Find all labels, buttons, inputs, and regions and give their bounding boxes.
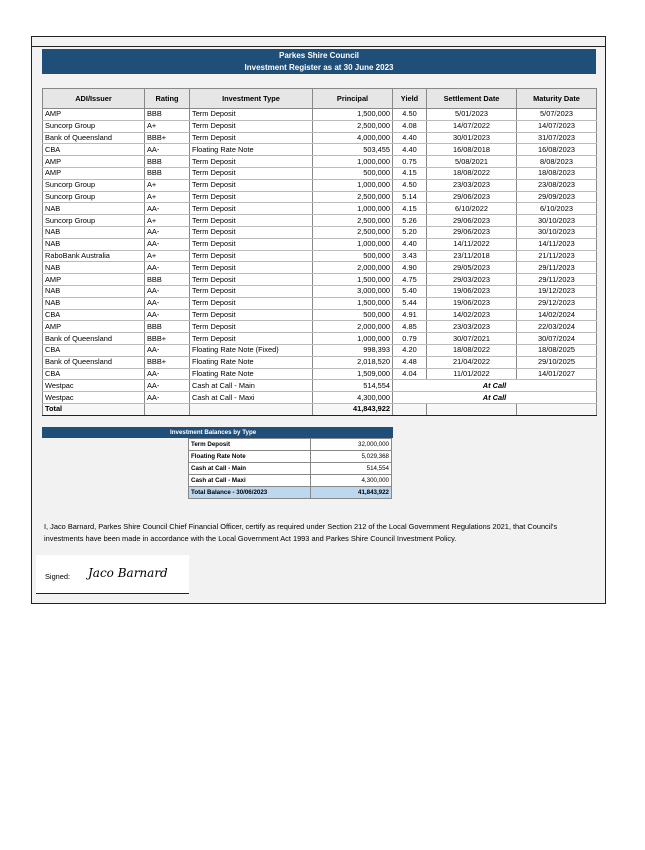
table-cell: 4.75: [393, 274, 427, 286]
table-cell: Suncorp Group: [43, 191, 145, 203]
table-cell: 29/06/2023: [427, 226, 517, 238]
table-cell: Term Deposit: [190, 285, 313, 297]
table-cell: Term Deposit: [190, 120, 313, 132]
table-cell: 500,000: [313, 250, 393, 262]
table-cell: AA-: [145, 144, 190, 156]
table-row: [43, 392, 597, 404]
table-cell: 2,500,000: [313, 226, 393, 238]
table-row: [43, 144, 597, 156]
table-cell: 29/10/2025: [517, 356, 597, 368]
table-cell: 29/11/2023: [517, 262, 597, 274]
table-row: [43, 109, 597, 121]
table-row: [43, 191, 597, 203]
table-cell: [190, 403, 313, 415]
table-cell: A+: [145, 179, 190, 191]
table-row: [43, 238, 597, 250]
signature-block: [36, 555, 189, 594]
table-row: [43, 226, 597, 238]
table-cell: AA-: [145, 309, 190, 321]
table-cell: AA-: [145, 344, 190, 356]
table-row: [43, 120, 597, 132]
balance-type: Floating Rate Note: [189, 451, 311, 463]
table-cell: BBB: [145, 167, 190, 179]
table-cell: 30/01/2023: [427, 132, 517, 144]
table-cell: Cash at Call - Maxi: [190, 392, 313, 404]
table-cell: Suncorp Group: [43, 179, 145, 191]
table-cell: 29/12/2023: [517, 297, 597, 309]
table-cell: 4.40: [393, 132, 427, 144]
table-row: [43, 380, 597, 392]
table-cell: AA-: [145, 226, 190, 238]
balances-title: Investment Balances by Type: [42, 427, 393, 438]
table-cell: 14/11/2022: [427, 238, 517, 250]
table-row: [43, 297, 597, 309]
table-cell: [393, 403, 427, 415]
table-cell: Term Deposit: [190, 262, 313, 274]
table-row: [43, 203, 597, 215]
table-cell: 500,000: [313, 167, 393, 179]
council-name: Parkes Shire Council: [278, 51, 360, 60]
table-cell: 1,000,000: [313, 179, 393, 191]
table-row: [43, 309, 597, 321]
table-cell: 3,000,000: [313, 285, 393, 297]
register-subtitle: Investment Register as at 30 June 2023: [244, 63, 394, 72]
table-cell: 23/03/2023: [427, 321, 517, 333]
table-cell: 2,018,520: [313, 356, 393, 368]
table-row: [43, 344, 597, 356]
at-call-cell: At Call: [393, 380, 597, 392]
table-cell: AMP: [43, 167, 145, 179]
table-cell: AA-: [145, 285, 190, 297]
balances-table: [188, 438, 392, 499]
table-cell: 4.50: [393, 179, 427, 191]
table-cell: 18/08/2025: [517, 344, 597, 356]
table-cell: Floating Rate Note: [190, 368, 313, 380]
column-header: Rating: [145, 89, 190, 109]
table-cell: 14/07/2022: [427, 120, 517, 132]
table-cell: Floating Rate Note (Fixed): [190, 344, 313, 356]
table-cell: 5.20: [393, 226, 427, 238]
table-cell: 5/08/2021: [427, 156, 517, 168]
table-cell: 1,000,000: [313, 156, 393, 168]
table-cell: RaboBank Australia: [43, 250, 145, 262]
table-cell: 6/10/2023: [517, 203, 597, 215]
table-cell: A+: [145, 215, 190, 227]
table-cell: 503,455: [313, 144, 393, 156]
table-row: [43, 274, 597, 286]
table-row: [43, 368, 597, 380]
table-cell: 5.40: [393, 285, 427, 297]
table-row: [43, 321, 597, 333]
table-cell: A+: [145, 191, 190, 203]
total-row: [43, 403, 597, 415]
certification-statement: I, Jaco Barnard, Parkes Shire Council Chief Financial Officer, certify as required under Section 212 of the Local Government Regulations 2021, that Council's investments have been made in accordance with the Local Government Act 1993 and Parkes Shire Council Investment Policy.: [44, 522, 558, 543]
table-cell: 23/08/2023: [517, 179, 597, 191]
table-cell: 4.15: [393, 203, 427, 215]
table-cell: AMP: [43, 109, 145, 121]
column-header: Investment Type: [190, 89, 313, 109]
balance-total-row: [189, 487, 392, 499]
balance-row: [189, 475, 392, 487]
table-cell: 998,393: [313, 344, 393, 356]
table-cell: NAB: [43, 297, 145, 309]
table-cell: Term Deposit: [190, 191, 313, 203]
table-cell: 29/06/2023: [427, 191, 517, 203]
table-cell: 4.90: [393, 262, 427, 274]
table-cell: AMP: [43, 156, 145, 168]
table-cell: Term Deposit: [190, 167, 313, 179]
table-cell: 29/11/2023: [517, 274, 597, 286]
total-label: Total: [43, 403, 145, 415]
table-cell: [427, 403, 517, 415]
table-cell: 14/02/2024: [517, 309, 597, 321]
report-title: [42, 49, 596, 74]
table-cell: 4.40: [393, 144, 427, 156]
table-cell: 16/08/2018: [427, 144, 517, 156]
table-cell: Term Deposit: [190, 156, 313, 168]
column-header: Yield: [393, 89, 427, 109]
table-row: [43, 156, 597, 168]
table-cell: Term Deposit: [190, 226, 313, 238]
table-cell: BBB: [145, 321, 190, 333]
table-cell: Term Deposit: [190, 238, 313, 250]
table-cell: 4.15: [393, 167, 427, 179]
table-cell: 22/03/2024: [517, 321, 597, 333]
table-cell: 31/07/2023: [517, 132, 597, 144]
table-row: [43, 179, 597, 191]
table-cell: 29/03/2023: [427, 274, 517, 286]
balance-amount: 4,300,000: [311, 475, 392, 487]
balance-total-value: 41,843,922: [311, 487, 392, 499]
table-cell: 0.75: [393, 156, 427, 168]
table-cell: 29/06/2023: [427, 215, 517, 227]
at-call-cell: At Call: [393, 392, 597, 404]
table-cell: BBB+: [145, 132, 190, 144]
table-cell: 19/06/2023: [427, 297, 517, 309]
table-cell: [517, 403, 597, 415]
table-cell: 4.08: [393, 120, 427, 132]
table-cell: NAB: [43, 203, 145, 215]
table-row: [43, 132, 597, 144]
table-cell: Term Deposit: [190, 333, 313, 345]
balance-amount: 5,029,368: [311, 451, 392, 463]
table-cell: CBA: [43, 144, 145, 156]
table-cell: 3.43: [393, 250, 427, 262]
table-cell: Westpac: [43, 392, 145, 404]
table-cell: AMP: [43, 321, 145, 333]
table-cell: 1,500,000: [313, 297, 393, 309]
table-cell: 4.04: [393, 368, 427, 380]
total-value: 41,843,922: [313, 403, 393, 415]
table-cell: 5.44: [393, 297, 427, 309]
table-cell: Term Deposit: [190, 179, 313, 191]
table-cell: Westpac: [43, 380, 145, 392]
table-cell: Term Deposit: [190, 274, 313, 286]
table-cell: AA-: [145, 297, 190, 309]
table-cell: 5/07/2023: [517, 109, 597, 121]
table-cell: 4.91: [393, 309, 427, 321]
table-cell: 1,500,000: [313, 109, 393, 121]
table-row: [43, 215, 597, 227]
balance-type: Cash at Call - Maxi: [189, 475, 311, 487]
table-cell: 16/08/2023: [517, 144, 597, 156]
balance-type: Term Deposit: [189, 439, 311, 451]
table-cell: Floating Rate Note: [190, 356, 313, 368]
table-cell: 1,000,000: [313, 333, 393, 345]
table-cell: A+: [145, 120, 190, 132]
table-cell: 5/01/2023: [427, 109, 517, 121]
signature: Jaco Barnard: [88, 566, 168, 580]
table-cell: 2,000,000: [313, 321, 393, 333]
table-cell: 14/07/2023: [517, 120, 597, 132]
table-cell: 30/07/2024: [517, 333, 597, 345]
table-cell: AA-: [145, 203, 190, 215]
table-cell: 1,000,000: [313, 203, 393, 215]
table-cell: Term Deposit: [190, 215, 313, 227]
table-cell: AMP: [43, 274, 145, 286]
table-cell: NAB: [43, 238, 145, 250]
table-cell: 19/12/2023: [517, 285, 597, 297]
balance-amount: 32,000,000: [311, 439, 392, 451]
table-cell: 4.50: [393, 109, 427, 121]
table-cell: 8/08/2023: [517, 156, 597, 168]
table-cell: Term Deposit: [190, 321, 313, 333]
table-cell: 1,509,000: [313, 368, 393, 380]
table-cell: 500,000: [313, 309, 393, 321]
table-cell: 2,500,000: [313, 120, 393, 132]
table-cell: 5.26: [393, 215, 427, 227]
table-cell: Term Deposit: [190, 309, 313, 321]
table-cell: Bank of Queensland: [43, 132, 145, 144]
table-cell: 18/08/2022: [427, 344, 517, 356]
table-cell: 14/11/2023: [517, 238, 597, 250]
table-cell: 23/11/2018: [427, 250, 517, 262]
table-cell: AA-: [145, 238, 190, 250]
table-cell: BBB: [145, 109, 190, 121]
table-cell: 29/09/2023: [517, 191, 597, 203]
top-divider: [32, 46, 605, 47]
table-cell: 6/10/2022: [427, 203, 517, 215]
table-row: [43, 167, 597, 179]
balance-type: Cash at Call - Main: [189, 463, 311, 475]
table-cell: 4,300,000: [313, 392, 393, 404]
table-row: [43, 333, 597, 345]
table-cell: 30/10/2023: [517, 226, 597, 238]
balance-row: [189, 463, 392, 475]
table-cell: 4.85: [393, 321, 427, 333]
table-cell: CBA: [43, 344, 145, 356]
table-cell: Term Deposit: [190, 109, 313, 121]
table-header-row: [43, 89, 597, 109]
column-header: ADI/Issuer: [43, 89, 145, 109]
table-cell: Term Deposit: [190, 132, 313, 144]
balance-row: [189, 439, 392, 451]
table-cell: A+: [145, 250, 190, 262]
table-cell: CBA: [43, 368, 145, 380]
table-cell: CBA: [43, 309, 145, 321]
table-cell: 2,500,000: [313, 215, 393, 227]
table-cell: 5.14: [393, 191, 427, 203]
table-cell: 18/08/2023: [517, 167, 597, 179]
balances-by-type: [42, 427, 393, 499]
balances-body: [189, 439, 392, 499]
table-cell: 1,000,000: [313, 238, 393, 250]
table-cell: Bank of Queensland: [43, 333, 145, 345]
table-cell: 2,500,000: [313, 191, 393, 203]
table-cell: NAB: [43, 226, 145, 238]
table-cell: Term Deposit: [190, 250, 313, 262]
table-cell: Bank of Queensland: [43, 356, 145, 368]
table-row: [43, 262, 597, 274]
column-header: Principal: [313, 89, 393, 109]
balance-total-label: Total Balance - 30/06/2023: [189, 487, 311, 499]
table-cell: AA-: [145, 262, 190, 274]
table-cell: 23/03/2023: [427, 179, 517, 191]
table-cell: AA-: [145, 368, 190, 380]
table-row: [43, 285, 597, 297]
table-cell: 11/01/2022: [427, 368, 517, 380]
table-cell: AA-: [145, 380, 190, 392]
table-cell: 4.20: [393, 344, 427, 356]
table-cell: 30/10/2023: [517, 215, 597, 227]
table-cell: [145, 403, 190, 415]
table-cell: BBB: [145, 274, 190, 286]
table-cell: AA-: [145, 392, 190, 404]
table-cell: 1,500,000: [313, 274, 393, 286]
table-cell: 0.79: [393, 333, 427, 345]
column-header: Maturity Date: [517, 89, 597, 109]
table-cell: 21/04/2022: [427, 356, 517, 368]
table-cell: Floating Rate Note: [190, 144, 313, 156]
table-cell: 514,554: [313, 380, 393, 392]
table-cell: 4.48: [393, 356, 427, 368]
table-cell: 14/01/2027: [517, 368, 597, 380]
table-cell: 30/07/2021: [427, 333, 517, 345]
table-cell: 14/02/2023: [427, 309, 517, 321]
signed-label: Signed:: [45, 572, 71, 581]
table-cell: 29/05/2023: [427, 262, 517, 274]
table-cell: Cash at Call - Main: [190, 380, 313, 392]
table-cell: BBB+: [145, 333, 190, 345]
balance-amount: 514,554: [311, 463, 392, 475]
investment-register-table: [42, 88, 597, 416]
table-row: [43, 356, 597, 368]
table-cell: NAB: [43, 285, 145, 297]
table-cell: NAB: [43, 262, 145, 274]
table-cell: 18/08/2022: [427, 167, 517, 179]
table-cell: Suncorp Group: [43, 215, 145, 227]
table-cell: Term Deposit: [190, 297, 313, 309]
balance-row: [189, 451, 392, 463]
table-cell: 4,000,000: [313, 132, 393, 144]
table-body: [43, 109, 597, 416]
table-cell: Term Deposit: [190, 203, 313, 215]
column-header: Settlement Date: [427, 89, 517, 109]
table-cell: 21/11/2023: [517, 250, 597, 262]
table-cell: 19/06/2023: [427, 285, 517, 297]
table-cell: BBB+: [145, 356, 190, 368]
table-cell: 2,000,000: [313, 262, 393, 274]
table-cell: Suncorp Group: [43, 120, 145, 132]
table-cell: 4.40: [393, 238, 427, 250]
table-cell: BBB: [145, 156, 190, 168]
table-row: [43, 250, 597, 262]
register-sheet: [31, 36, 606, 604]
